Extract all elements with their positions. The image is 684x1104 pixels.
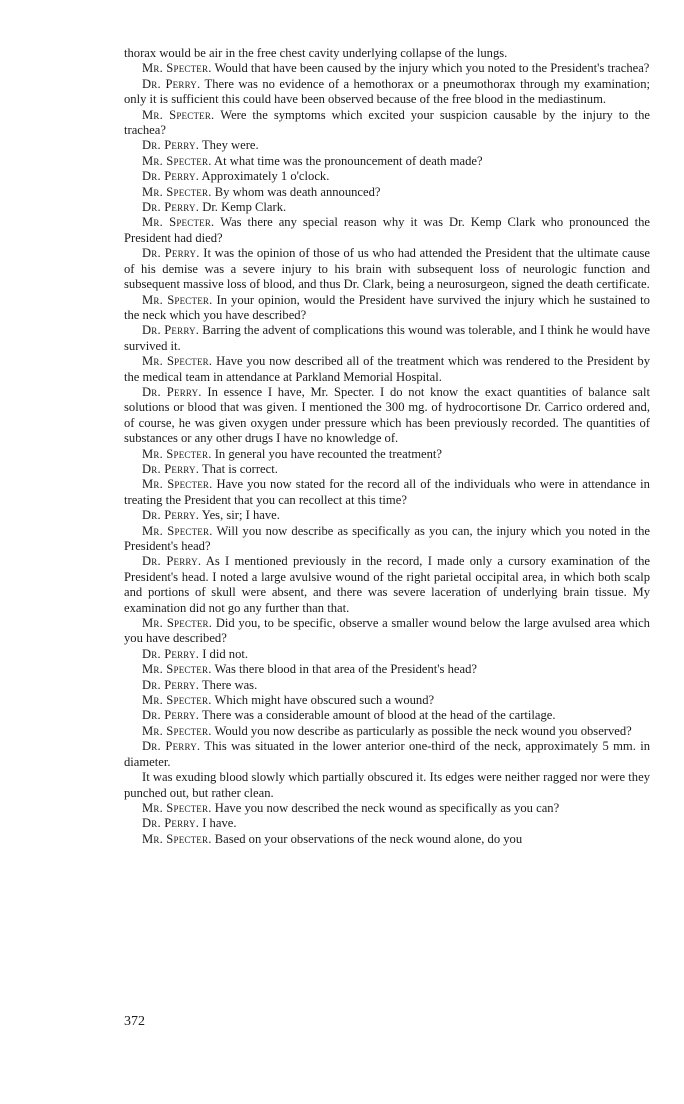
speaker: Mr. Specter.	[142, 723, 212, 738]
speaker: Mr. Specter.	[142, 831, 212, 846]
speaker: Mr. Specter.	[142, 215, 215, 230]
paragraph-text: Was there any special reason why it was Dr. Kemp Clark who pronounced the President had died?	[124, 215, 651, 245]
paragraph	[124, 46, 650, 61]
paragraph-text: Were the symptoms which excited your suspicion causable by the injury to the trachea?	[124, 107, 650, 138]
paragraph-text: Yes, sir; I have.	[201, 508, 280, 523]
paragraph-text: There was no evidence of a hemothorax or a pneumothorax through my examination; only it is sufficient this could have been observed because of the free blood in the mediastinum.	[124, 76, 651, 107]
paragraph	[124, 108, 650, 139]
paragraph	[124, 477, 650, 508]
speaker: Dr. Perry.	[142, 508, 200, 523]
paragraph	[124, 724, 650, 739]
speaker: Dr. Perry.	[142, 169, 200, 184]
speaker: Mr. Specter.	[142, 354, 213, 369]
paragraph-text: Have you now described all of the treatment which was rendered to the President by the medical team in attendance at Parkland Memorial Hospital.	[124, 354, 650, 384]
paragraph	[124, 246, 650, 292]
paragraph	[124, 816, 650, 831]
paragraph	[124, 138, 650, 153]
paragraph-text: Have you now stated for the record all of the individuals who were in attendance in treating the President that you can recollect at this time?	[124, 477, 650, 507]
paragraph	[124, 185, 650, 200]
speaker: Dr. Perry.	[142, 246, 200, 261]
paragraph	[124, 616, 650, 647]
paragraph-text: I have.	[202, 816, 237, 831]
paragraph-text: This was situated in the lower anterior one-third of the neck, approximately 5 mm. in diameter.	[124, 739, 650, 769]
paragraph	[124, 554, 650, 616]
paragraph	[124, 447, 650, 462]
paragraph	[124, 662, 650, 677]
paragraph-text: They were.	[201, 138, 259, 153]
speaker: Dr. Perry.	[142, 461, 200, 476]
paragraph	[124, 293, 650, 324]
paragraph-text: There was.	[201, 677, 258, 692]
speaker: Dr. Perry.	[142, 554, 202, 569]
paragraph-text: Dr. Kemp Clark.	[202, 200, 287, 215]
speaker: Dr. Perry.	[142, 200, 200, 215]
paragraph	[124, 801, 650, 816]
speaker: Mr. Specter.	[142, 184, 212, 199]
page-number: 372	[124, 1014, 145, 1029]
speaker: Mr. Specter.	[142, 693, 212, 708]
paragraph-text: It was exuding blood slowly which partially obscured it. Its edges were neither ragged nor were they punched out, but rather clean.	[124, 770, 650, 800]
speaker: Dr. Perry.	[142, 816, 200, 831]
paragraph-text: thorax would be air in the free chest cavity underlying collapse of the lungs.	[124, 46, 508, 60]
paragraph	[124, 770, 650, 801]
paragraph	[124, 832, 650, 847]
speaker: Mr. Specter.	[142, 446, 212, 461]
paragraph-text: I did not.	[202, 646, 249, 661]
speaker: Mr. Specter.	[142, 153, 212, 168]
paragraph	[124, 524, 650, 555]
paragraph	[124, 462, 650, 477]
paragraph	[124, 323, 650, 354]
paragraph-text: There was a considerable amount of blood at the head of the cartilage.	[201, 708, 556, 723]
paragraph-text: In essence I have, Mr. Specter. I do not know the exact quantities of balance salt solutions or blood that was given. I mentioned the 300 mg. of hydrocortisone Dr. Carrico ordered and, of course, he was given oxygen under pressure which has been previously recorded. The quantities of substances or any other drugs I have no knowledge of.	[124, 384, 650, 446]
speaker: Dr. Perry.	[142, 138, 200, 153]
paragraph-text: Would you now describe as particularly as possible the neck wound you observed?	[214, 723, 632, 738]
speaker: Mr. Specter.	[142, 662, 212, 677]
paragraph-text: Barring the advent of complications this wound was tolerable, and I think he would have survived it.	[124, 323, 650, 353]
paragraph-text: In general you have recounted the treatment?	[214, 446, 442, 461]
speaker: Dr. Perry.	[142, 739, 201, 754]
paragraph-text: Based on your observations of the neck wound alone, do you	[214, 831, 523, 846]
paragraph	[124, 739, 650, 770]
speaker: Dr. Perry.	[142, 708, 200, 723]
speaker: Mr. Specter.	[142, 292, 213, 307]
paragraph	[124, 708, 650, 723]
paragraph-text: It was the opinion of those of us who had attended the President that the ultimate cause of his demise was a severe injury to his brain with subsequent loss of neurologic function and subsequent massive loss of blood, and thus Dr. Clark, being a neurosurgeon, signed the death certificate.	[124, 246, 651, 292]
speaker: Mr. Specter.	[142, 523, 213, 538]
paragraph-text: Which might have obscured such a wound?	[214, 693, 435, 708]
paragraph-text: By whom was death announced?	[214, 184, 381, 199]
paragraph-text: Did you, to be specific, observe a smaller wound below the large avulsed area which you have described?	[124, 616, 650, 646]
paragraph	[124, 693, 650, 708]
paragraph-text: Would that have been caused by the injury which you noted to the President's trachea?	[214, 61, 650, 76]
speaker: Mr. Specter.	[142, 61, 212, 76]
paragraph	[124, 200, 650, 215]
paragraph	[124, 647, 650, 662]
paragraph-text: That is correct.	[201, 461, 278, 476]
paragraph-text: Approximately 1 o'clock.	[201, 169, 330, 184]
speaker: Mr. Specter.	[142, 800, 212, 815]
speaker: Mr. Specter.	[142, 107, 215, 122]
paragraph-text: Was there blood in that area of the President's head?	[214, 662, 477, 677]
paragraph	[124, 678, 650, 693]
paragraph	[124, 354, 650, 385]
paragraph-text: As I mentioned previously in the record, I made only a cursory examination of the President's head. I noted a large avulsive wound of the right parietal occipital area, in which both scalp and portions of skull were absent, and there was severe laceration of underlying brain tissue. My examination did not go any further than that.	[124, 554, 650, 615]
paragraph-text: Will you now describe as specifically as you can, the injury which you noted in the President's head?	[124, 523, 651, 553]
paragraph	[124, 61, 650, 76]
paragraph	[124, 215, 650, 246]
speaker: Dr. Perry.	[142, 384, 202, 399]
paragraph-text: In your opinion, would the President have survived the injury which he sustained to the neck which you have described?	[124, 292, 650, 322]
paragraph	[124, 154, 650, 169]
speaker: Dr. Perry.	[142, 646, 200, 661]
speaker: Dr. Perry.	[142, 323, 200, 338]
paragraph-text: Have you now described the neck wound as specifically as you can?	[214, 800, 560, 815]
speaker: Dr. Perry.	[142, 677, 200, 692]
speaker: Mr. Specter.	[142, 616, 213, 631]
speaker: Mr. Specter.	[142, 477, 213, 492]
paragraph	[124, 508, 650, 523]
paragraph	[124, 77, 650, 108]
paragraph	[124, 385, 650, 447]
speaker: Dr. Perry.	[142, 76, 201, 91]
transcript-text	[124, 46, 650, 847]
paragraph	[124, 169, 650, 184]
paragraph-text: At what time was the pronouncement of death made?	[214, 153, 483, 168]
